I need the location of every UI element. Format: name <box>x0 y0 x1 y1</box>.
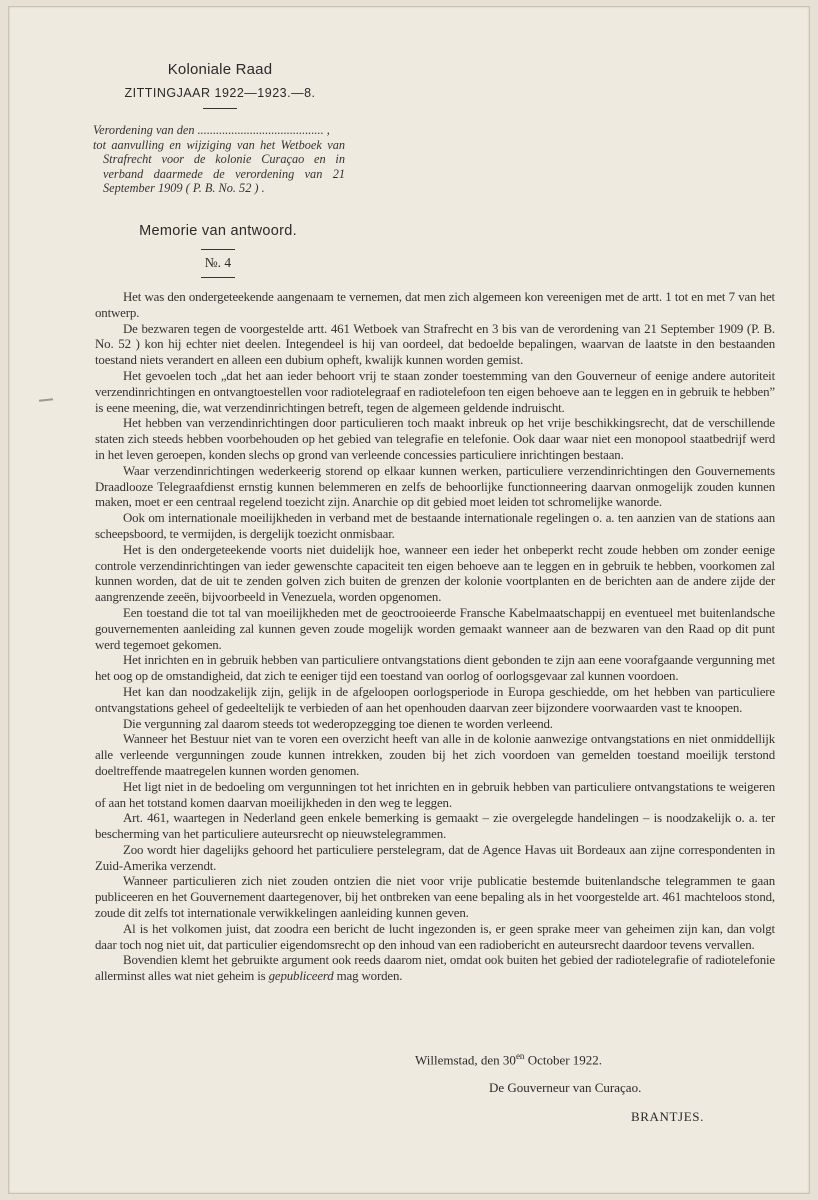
body-paragraph: Art. 461, waartegen in Nederland geen enkele bemerking is gemaakt – zie overgelegde handelingen – is noodzakelijk o. a. ter bescherming van het particuliere auteursrecht op nieuwstelegrammen. <box>95 811 775 842</box>
subject-line: tot aanvulling en wijziging van het Wetboek van Strafrecht voor de kolonie Curaçao en in verband daarmede de verordening van 21 September 1909 ( P. B. No. 52 ) . <box>93 137 345 196</box>
document-number <box>195 249 241 278</box>
body-paragraph: Het was den ondergeteekende aangenaam te vernemen, dat men zich algemeen kon vereenigen met de artt. 1 tot en met 7 van het ontwerp. <box>95 290 775 320</box>
text-run: mag worden. <box>333 969 403 984</box>
number-rule-top <box>201 249 235 250</box>
document-body <box>95 290 775 985</box>
body-paragraph: De bezwaren tegen de voorgestelde artt. 461 Wetboek van Strafrecht en 3 bis van de verordening van 21 September 1909 (P. B. No. 52 ) kon hij echter niet deelen. Integendeel is hij van oordeel, dat bedoelde bepalingen, waarvan de laatste in den bestaanden toestand niets verandert en alleen een dubium opheft, kwalijk kunnen worden gemist. <box>95 321 775 368</box>
body-paragraph: Het inrichten en in gebruik hebben van particuliere ontvangstations dient gebonden te zijn aan eene voorafgaande vergunning met het oog op de omstandigheid, dat zich te eeniger tijd een toestand van oorlog of oorlogsgevaar zal kunnen voordoen. <box>95 653 775 684</box>
ordinance-subject <box>93 123 345 196</box>
body-paragraph: Wanneer het Bestuur niet van te voren een overzicht heeft van alle in de kolonie aanwezige ontvangstations en niet onmiddellijk alle verleende vergunningen zoude kunnen intrekken, zouden bij het zich voordoen van gemelden toestand moeilijk terstond doeltreffende maatregelen kunnen worden genomen. <box>95 732 775 778</box>
body-paragraph: Het kan dan noodzakelijk zijn, gelijk in de afgeloopen oorlogsperiode in Europa geschiedde, om het hebben van particuliere ontvangstations geheel of gedeeltelijk te verbieden of aan het openhouden daarvan zeer bijzondere voorwaarden vast te knoopen. <box>95 684 775 715</box>
margin-pencil-mark <box>39 398 53 401</box>
body-paragraph: Het is den ondergeteekende voorts niet duidelijk hoe, wanneer een ieder het onbeperkt recht zoude hebben om zonder eenige controle verzendinrichtingen van ieder gewenschte capaciteit ten eigen behoeve aan te leggen en in gebruik te hebben, voorkomen zal kunnen worden, dat de uit te zenden golven zich buiten de grenzen der kolonie voortplanten en de berichten aan de andere zijde der aangrenzende zeeën, bijvoorbeeld in Venezuela, worden opgenomen. <box>95 542 775 605</box>
header-divider <box>203 108 237 109</box>
body-paragraph: Een toestand die tot tal van moeilijkheden met de geoctrooieerde Fransche Kabelmaatschappij en eventueel met buitenlandsche gouvernementen aanleiding zal kunnen geven zoude mogelijk worden gemaakt wanneer aan de bezwaren van den Raad op dit punt werd tegemoet gekomen. <box>95 605 775 652</box>
place-date-text: October 1922. <box>524 1052 603 1068</box>
body-paragraph: Ook om internationale moeilijkheden in verband met de bestaande internationale regelingen o. a. ten aanzien van de stations aan scheepsboord, te vermijden, is dergelijk toezicht onmisbaar. <box>95 511 775 541</box>
place-date <box>415 1051 602 1068</box>
text-run: Bovendien klemt het gebruikte argument ook reeds daarom niet, omdat ook buiten het gebied der radiotelegrafie of radiotelefonie allerminst alles wat niet geheim is <box>95 953 775 984</box>
session-label: ZITTINGJAAR 1922—1923.—8. <box>124 86 316 100</box>
org-title: Koloniale Raad <box>167 61 273 78</box>
signature-name: BRANTJES. <box>631 1109 704 1124</box>
number-label: №. 4 <box>204 255 232 270</box>
ordinal-suffix: en <box>515 1051 525 1061</box>
body-paragraph: Die vergunning zal daarom steeds tot wederopzegging toe dienen te worden verleend. <box>123 716 553 731</box>
document-title: Memorie van antwoord. <box>139 223 297 239</box>
body-paragraph: Zoo wordt hier dagelijks gehoord het particuliere perstelegram, dat de Agence Havas uit Bordeaux aan zijne correspondenten in Zuid-Amerika verzendt. <box>95 842 775 873</box>
body-paragraph: Waar verzendinrichtingen wederkeerig storend op elkaar kunnen werken, particuliere verzendinrichtingen den Gouvernements Draadlooze Telegraafdienst ernstig kunnen belemmeren en zelfs de behoorlijke functionneering daarvan onmogelijk zouden kunnen maken, moet er een centraal regelend toezicht zijn. Anarchie op dit gebied moet leiden tot schromelijke wanorde. <box>95 463 775 510</box>
body-paragraph: Al is het volkomen juist, dat zoodra een bericht de lucht ingezonden is, er geen sprake meer van geheimen zijn kan, dan volgt daar toch nog niet uit, dat particulier eigendomsrecht op den inhoud van een radiobericht en auteursrecht daardoor tevens vervallen. <box>95 921 775 952</box>
body-paragraph: Het ligt niet in de bedoeling om vergunningen tot het inrichten en in gebruik hebben van particuliere ontvangstations te weigeren of aan het totstand komen daarvan moeilijkheden in den weg te leggen. <box>95 779 775 810</box>
place-date-text: Willemstad, den 30 <box>415 1052 516 1068</box>
body-paragraph: Het gevoelen toch „dat het aan ieder behoort vrij te staan zonder toestemming van den Gouverneur of eenige andere autoriteit verzendinrichtingen en ontvangtoestellen voor radiotelegraaf en radiotelefoon ten eigen behoeve aan te leggen en in gebruik te hebben” is eene meening, die, wat verzendinrichtingen betreft, tegen de algemeen geldende indruischt. <box>95 368 775 415</box>
number-rule-bottom <box>201 277 235 278</box>
body-paragraph-last <box>95 953 775 985</box>
governor-title: De Gouverneur van Curaçao. <box>489 1080 642 1095</box>
document-page <box>8 6 810 1194</box>
body-paragraph: Het hebben van verzendinrichtingen door particulieren toch maakt inbreuk op het vrije beschikkingsrecht, dat de verschillende staten zich steeds hebben voorbehouden op het gebied van telegrafie en telefonie. Ook daar waar niet een monopool staatbedrijf werd in het leven geroepen, konden slechs op grond van verleende concessies particuliere inrichtingen bestaan. <box>95 416 775 462</box>
document-header <box>105 61 335 117</box>
body-paragraph: Wanneer particulieren zich niet zouden ontzien die niet voor vrije publicatie bestemde buitenlandsche telegrammen te gaan publiceeren en het Gouvernement daartegenover, bij het ontbreken van eene bepaling als in het voorgestelde art. 461 machteloos stond, zoude dit zelfs tot internationale verwikkelingen aanleiding kunnen geven. <box>95 874 775 921</box>
subject-line: Verordening van den ......................................... , <box>93 123 330 137</box>
emphasized-word: gepubliceerd <box>268 969 334 984</box>
